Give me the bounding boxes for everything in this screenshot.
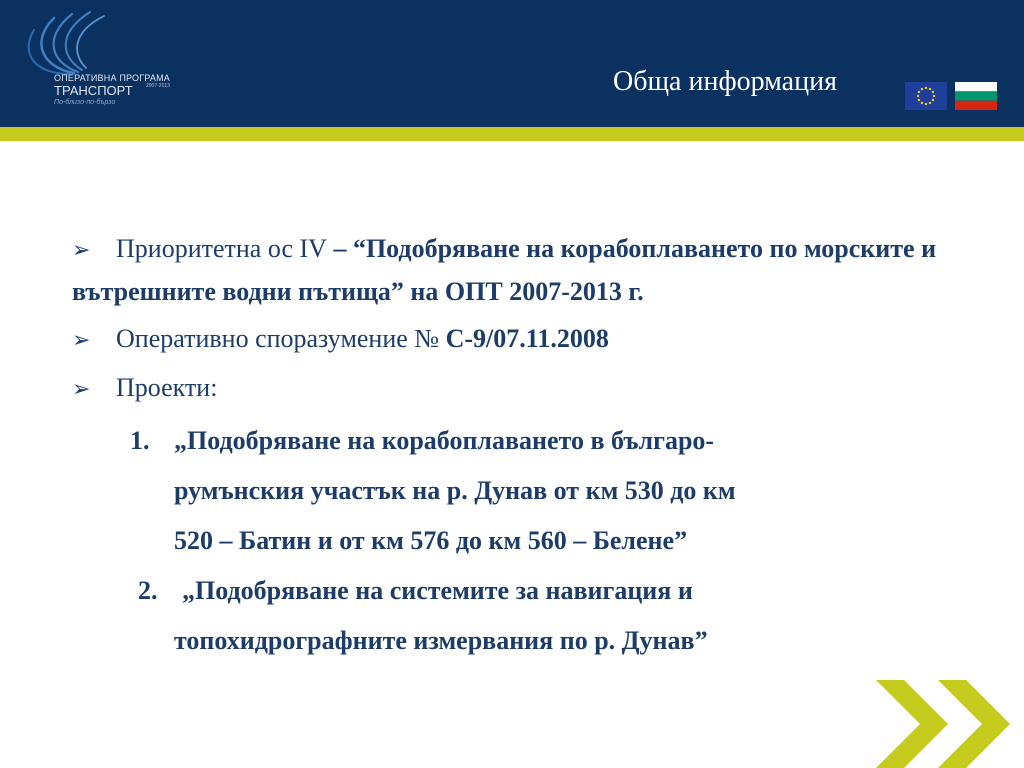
project-2-number: 2. — [138, 576, 158, 605]
priority-axis-title: “Подобряване на корабоплаването по морските и вътрешните водни пътища” на ОПТ 2007-2013 г. — [72, 234, 937, 306]
agreement-number: С-9/07.11.2008 — [445, 324, 609, 353]
arrowhead-bullet-icon: ➢ — [72, 377, 91, 402]
header-accent-stripe — [0, 127, 1024, 141]
arrowhead-bullet-icon: ➢ — [72, 238, 91, 263]
priority-axis-dash: – — [326, 234, 353, 263]
project-2-line2: топохидрографните измервания по р. Дунав” — [174, 626, 708, 655]
logo-tagline: По-близо-по-бързо — [54, 99, 116, 106]
project-1-number: 1. — [130, 426, 150, 455]
project-1-line3: 520 – Батин и от км 576 до км 560 – Белене” — [174, 526, 688, 555]
logo-years-label: 2007-2013 — [146, 83, 170, 89]
logo-program-label: ОПЕРАТИВНА ПРОГРАМА — [54, 73, 170, 83]
projects-label: Проекти: — [116, 373, 218, 402]
page-title: Обща информация — [613, 66, 837, 97]
priority-axis-label: Приоритетна ос IV — [116, 234, 327, 263]
bullet-projects — [72, 367, 982, 410]
logo-name-label: ТРАНСПОРТ — [54, 83, 133, 98]
eu-flag-icon — [905, 82, 947, 110]
decorative-chevrons-icon — [876, 680, 1024, 768]
agreement-label: Оперативно споразумение № — [116, 324, 446, 353]
arrowhead-bullet-icon: ➢ — [72, 328, 91, 353]
bullet-agreement — [72, 318, 982, 361]
project-item-1 — [130, 416, 982, 566]
bullet-priority-axis — [72, 228, 982, 312]
slide-body — [72, 228, 982, 666]
project-2-line1: „Подобряване на системите за навигация и — [182, 576, 693, 605]
project-1-line2: румънския участък на р. Дунав от км 530 до км — [174, 476, 736, 505]
project-1-line1: „Подобряване на корабоплаването в българо- — [174, 426, 715, 455]
project-item-2 — [138, 566, 982, 666]
header-bar — [0, 0, 1024, 127]
bulgaria-flag-icon — [955, 82, 997, 110]
